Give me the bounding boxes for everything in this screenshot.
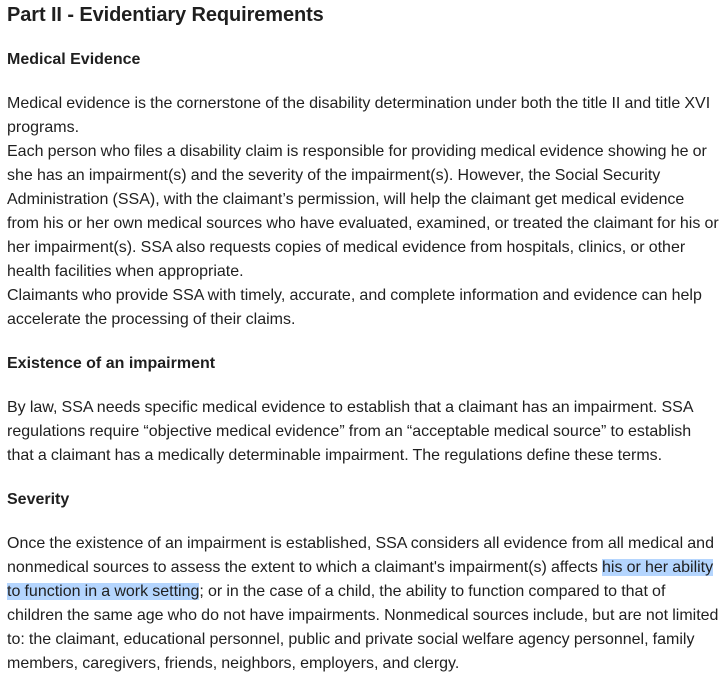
- paragraph-medical-evidence-intro: Medical evidence is the cornerstone of the disability determination under both the title II and title XVI programs.: [7, 95, 711, 136]
- paragraph-severity: [7, 532, 720, 676]
- section-heading-medical-evidence: Medical Evidence: [7, 51, 141, 68]
- severity-text-before: Once the existence of an impairment is established, SSA considers all evidence from all medical and nonmedical sources to assess the extent to which a claimant's impairment(s) affects: [7, 535, 714, 576]
- selected-text-highlight[interactable]: his or her ability to function in a work setting: [7, 559, 714, 600]
- paragraph-existence-of-impairment: By law, SSA needs specific medical evidence to establish that a claimant has an impairment. SSA regulations require “objective medical evidence” from an “acceptable medical source” to establish that a claimant has a medically determinable impairment. The regulations define these terms.: [7, 399, 693, 464]
- section-heading-existence-of-impairment: Existence of an impairment: [7, 355, 216, 372]
- severity-text-after: ; or in the case of a child, the ability to function compared to that of children the same age who do not have impairments. Nonmedical sources include, but are not limited to: the claimant, educational personnel, public and private social welfare agency personnel, family members, caregivers, friends, neighbors, employers, and clergy.: [7, 583, 719, 672]
- paragraph-timely-information: Claimants who provide SSA with timely, accurate, and complete information and evidence can help accelerate the processing of their claims.: [7, 287, 702, 328]
- paragraph-claimant-responsibility: Each person who files a disability claim is responsible for providing medical evidence showing he or she has an impairment(s) and the severity of the impairment(s). However, the Social Security Administration (SSA), with the claimant’s permission, will help the claimant get medical evidence from his or her own medical sources who have evaluated, examined, or treated the claimant for his or her impairment(s). SSA also requests copies of medical evidence from hospitals, clinics, or other health facilities when appropriate.: [7, 143, 719, 280]
- section-heading-severity: Severity: [7, 491, 70, 508]
- document-title: Part II - Evidentiary Requirements: [7, 4, 324, 26]
